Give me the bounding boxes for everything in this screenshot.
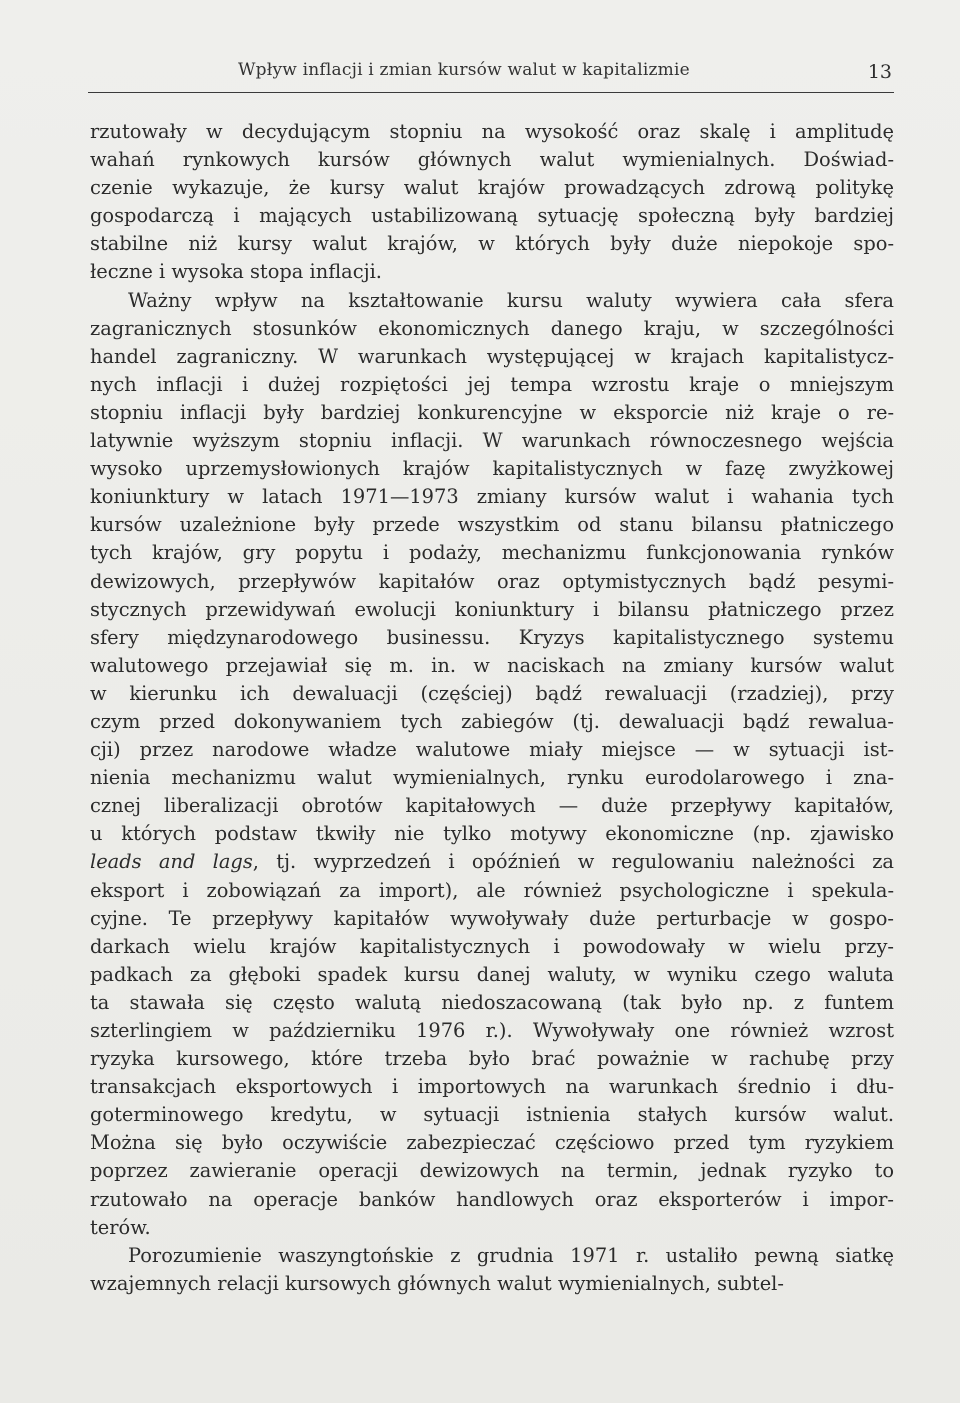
- text-line: gospodarczą i mających ustabilizowaną sytuację społeczną były bardziej: [90, 204, 894, 228]
- text-line: nych inflacji i dużej rozpiętości jej tempa wzrostu kraje o mniejszym: [90, 372, 894, 396]
- paragraph: [90, 118, 894, 287]
- text-line: transakcjach eksportowych i importowych na warunkach średnio i dłu-: [90, 1075, 894, 1099]
- text-line: sfery międzynarodowego businessu. Kryzys kapitalistycznego systemu: [90, 625, 894, 649]
- text-line: ryzyka kursowego, które trzeba było brać poważnie w rachubę przy: [90, 1047, 894, 1071]
- text-line: walutowego przejawiał się m. in. w naciskach na zmiany kursów walut: [90, 653, 894, 677]
- text-line: handel zagraniczny. W warunkach występującej w krajach kapitalistycz-: [90, 344, 894, 368]
- running-title: Wpływ inflacji i zmian kursów walut w kapitalizmie: [238, 60, 690, 80]
- page-number: 13: [867, 61, 892, 83]
- text-line: stopniu inflacji były bardziej konkurencyjne w eksporcie niż kraje o re-: [90, 400, 894, 424]
- running-head: [88, 58, 894, 93]
- paragraph: [90, 287, 894, 1242]
- text-line: ta stawała się często walutą niedoszacowaną (tak było np. z funtem: [90, 990, 894, 1014]
- text-line: cyjne. Te przepływy kapitałów wywoływały duże perturbacje w gospo-: [90, 906, 894, 930]
- text-line: koniunktury w latach 1971—1973 zmiany kursów walut i wahania tych: [90, 485, 894, 509]
- text-line: poprzez zawieranie operacji dewizowych na termin, jednak ryzyko to: [90, 1159, 894, 1183]
- text-line: szterlingiem w październiku 1976 r.). Wywoływały one również wzrost: [90, 1019, 894, 1042]
- text-line: wahań rynkowych kursów głównych walut wymienialnych. Doświad-: [90, 148, 894, 172]
- paragraph: [90, 1242, 894, 1298]
- text-line: czym przed dokonywaniem tych zabiegów (tj. dewaluacji bądź rewalua-: [90, 709, 894, 733]
- text-line: wysoko uprzemysłowionych krajów kapitalistycznych w fazę zwyżkowej: [90, 457, 894, 481]
- text-line: eksport i zobowiązań za import), ale również psychologiczne i spekula-: [90, 878, 894, 902]
- text-line: cznej liberalizacji obrotów kapitałowych — duże przepływy kapitałów,: [90, 794, 894, 818]
- text-line: cji) przez narodowe władze walutowe miały miejsce — w sytuacji ist-: [90, 738, 894, 762]
- text-line: kursów uzależnione były przede wszystkim od stanu bilansu płatniczego: [90, 513, 894, 537]
- text-line: terów.: [90, 1215, 151, 1239]
- text-line: w kierunku ich dewaluacji (częściej) bądź rewaluacji (rzadziej), przy: [90, 681, 894, 705]
- text-line: łeczne i wysoka stopa inflacji.: [90, 260, 382, 284]
- foreign-term: leads and lags: [90, 850, 253, 874]
- text-line: stycznych przewidywań ewolucji koniunktury i bilansu płatniczego przez: [90, 597, 894, 621]
- text-line: u których podstaw tkwiły nie tylko motywy ekonomiczne (np. zjawisko: [90, 822, 894, 846]
- text-line: dewizowych, przepływów kapitałów oraz optymistycznych bądź pesymi-: [90, 569, 894, 593]
- text-line: stabilne niż kursy walut krajów, w których były duże niepokoje spo-: [90, 232, 894, 256]
- text-line: Można się było oczywiście zabezpieczać częściowo przed tym ryzykiem: [90, 1131, 894, 1155]
- text-line: latywnie wyższym stopniu inflacji. W warunkach równoczesnego wejścia: [90, 429, 894, 453]
- text-line: tych krajów, gry popytu i podaży, mechanizmu funkcjonowania rynków: [90, 541, 894, 565]
- text-line: Porozumienie waszyngtońskie z grudnia 1971 r. ustaliło pewną siatkę: [128, 1243, 894, 1267]
- text-line: czenie wykazuje, że kursy walut krajów prowadzących zdrową politykę: [90, 176, 894, 200]
- body-text: [90, 118, 894, 1298]
- text-line: rzutowało na operacje banków handlowych oraz eksporterów i impor-: [90, 1187, 894, 1211]
- text-line: wzajemnych relacji kursowych głównych walut wymienialnych, subtel-: [90, 1271, 784, 1295]
- text-line: leads and lags, tj. wyprzedzeń i opóźnień w regulowaniu należności za: [90, 850, 894, 874]
- text-line: rzutowały w decydującym stopniu na wysokość oraz skalę i amplitudę: [90, 120, 894, 143]
- text-line: goterminowego kredytu, w sytuacji istnienia stałych kursów walut.: [90, 1103, 894, 1127]
- text-line: nienia mechanizmu walut wymienialnych, rynku eurodolarowego i zna-: [90, 766, 894, 790]
- text-line: zagranicznych stosunków ekonomicznych danego kraju, w szczególności: [90, 316, 894, 340]
- text-line: padkach za głęboki spadek kursu danej waluty, w wyniku czego waluta: [90, 962, 894, 986]
- text-line: darkach wielu krajów kapitalistycznych i powodowały w wielu przy-: [90, 934, 894, 958]
- text-line: Ważny wpływ na kształtowanie kursu waluty wywiera cała sfera: [128, 288, 894, 312]
